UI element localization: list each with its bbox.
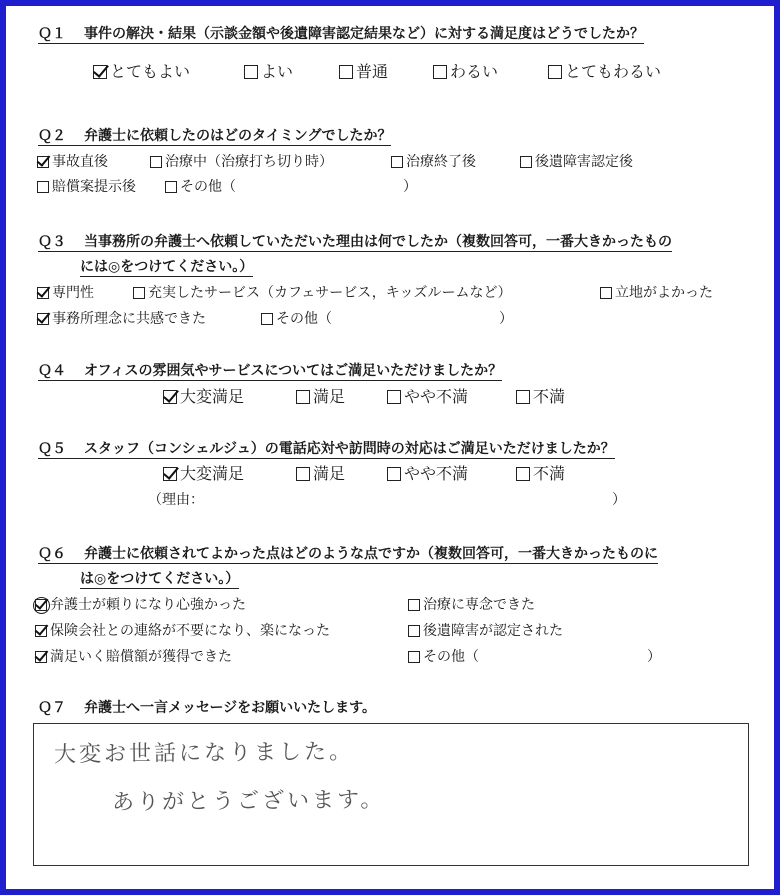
q6-other-close: ）	[647, 649, 661, 665]
handwritten-message-line2: ありがとうございます。	[111, 787, 386, 816]
q2-option-3[interactable]	[520, 153, 633, 171]
q3-option-3[interactable]	[37, 310, 206, 328]
checkbox[interactable]	[520, 156, 532, 168]
q2-option-0-label: 事故直後	[52, 154, 108, 170]
q2-option-1-label: 治療中（治療打ち切り時）	[165, 154, 333, 170]
q1-option-3-label: わるい	[450, 62, 499, 81]
q1-number: Ｑ１	[38, 26, 66, 42]
q7-text: 弁護士へ一言メッセージをお願いいたします。	[84, 700, 377, 716]
q6-text: 弁護士に依頼されてよかった点はどのような点ですか（複数回答可，一番大きかったものに	[84, 546, 658, 562]
q5-option-2[interactable]	[387, 465, 468, 483]
q6-text2: は◎をつけてください。）	[80, 571, 240, 587]
q1-option-4[interactable]	[548, 63, 661, 81]
q5-number: Ｑ５	[38, 441, 66, 457]
q5-text: スタッフ（コンシェルジュ）の電話応対や訪問時の対応はご満足いただけましたか？	[84, 441, 615, 457]
q2-option-4[interactable]	[37, 178, 136, 196]
q5-reason-close: ）	[612, 492, 626, 508]
checkbox[interactable]	[408, 625, 420, 637]
q1-option-1[interactable]	[244, 63, 293, 81]
checkbox[interactable]	[408, 599, 420, 611]
q3-option-3-label: 事務所理念に共感できた	[52, 311, 206, 327]
q6-option-3[interactable]	[408, 622, 563, 640]
q5-option-3-label: 不満	[533, 464, 566, 483]
q3-option-1-label: 充実したサービス（カフェサービス，キッズルームなど）	[148, 285, 512, 301]
q6-option-0-label: 弁護士が頼りになり心強かった	[50, 597, 246, 613]
checkbox[interactable]	[296, 467, 310, 481]
message-box[interactable]	[33, 723, 749, 866]
q6-option-5-label: その他（	[423, 649, 479, 665]
q7-number: Ｑ７	[38, 700, 66, 716]
q4-option-1[interactable]	[296, 388, 345, 406]
q3-option-4[interactable]	[261, 310, 332, 328]
checkbox-checked[interactable]	[35, 625, 47, 637]
q3-question-line2	[80, 258, 253, 276]
q6-number: Ｑ６	[38, 546, 66, 562]
checkbox-checked[interactable]	[163, 390, 177, 404]
q1-option-2[interactable]	[339, 63, 388, 81]
q6-option-1-label: 治療に専念できた	[423, 597, 535, 613]
q4-option-2-label: やや不満	[404, 387, 469, 406]
q6-option-2[interactable]	[35, 622, 330, 640]
q1-option-4-label: とてもわるい	[565, 62, 662, 81]
q4-option-3-label: 不満	[533, 387, 566, 406]
checkbox[interactable]	[244, 65, 258, 79]
q4-option-2[interactable]	[387, 388, 468, 406]
checkbox[interactable]	[339, 65, 353, 79]
q6-option-2-label: 保険会社との連絡が不要になり、楽になった	[50, 623, 330, 639]
checkbox[interactable]	[296, 390, 310, 404]
q4-text: オフィスの雰囲気やサービスについてはご満足いただけましたか？	[84, 363, 503, 379]
q6-question-line2	[80, 570, 239, 588]
checkbox-checked[interactable]	[37, 313, 49, 325]
q2-question	[38, 127, 391, 145]
q2-text: 弁護士に依頼したのはどのタイミングでしたか？	[84, 128, 392, 144]
q3-text: 当事務所の弁護士へ依頼していただいた理由は何でしたか（複数回答可，一番大きかったもの	[84, 234, 672, 250]
q1-option-2-label: 普通	[356, 62, 389, 81]
checkbox-checked[interactable]	[37, 287, 49, 299]
checkbox[interactable]	[391, 156, 403, 168]
q6-option-5[interactable]	[408, 648, 479, 666]
q3-other-close: ）	[499, 311, 513, 327]
q2-option-5[interactable]	[165, 178, 236, 196]
checkbox[interactable]	[387, 390, 401, 404]
q1-question	[38, 25, 644, 43]
checkbox[interactable]	[600, 287, 612, 299]
q6-option-0[interactable]	[35, 596, 246, 614]
q1-option-1-label: よい	[261, 62, 294, 81]
checkbox[interactable]	[387, 467, 401, 481]
q2-number: Ｑ２	[38, 128, 66, 144]
q4-option-0-label: 大変満足	[180, 387, 245, 406]
q3-option-2-label: 立地がよかった	[615, 285, 713, 301]
q5-option-1[interactable]	[296, 465, 345, 483]
q3-question	[38, 233, 672, 251]
checkbox[interactable]	[408, 651, 420, 663]
q2-option-4-label: 賠償案提示後	[52, 179, 136, 195]
q5-question	[38, 440, 615, 458]
checkbox-checked[interactable]	[35, 599, 47, 611]
q2-other-close: ）	[403, 179, 417, 195]
checkbox[interactable]	[516, 467, 530, 481]
q4-option-1-label: 満足	[313, 387, 346, 406]
q5-option-3[interactable]	[516, 465, 565, 483]
q7-question	[38, 699, 376, 717]
q1-option-0[interactable]	[93, 63, 190, 81]
checkbox[interactable]	[548, 65, 562, 79]
q6-question	[38, 545, 658, 563]
q5-option-0[interactable]	[163, 465, 244, 483]
checkbox-checked[interactable]	[93, 65, 107, 79]
q4-question	[38, 362, 502, 380]
q3-text2: には◎をつけてください。）	[80, 259, 254, 275]
checkbox[interactable]	[37, 181, 49, 193]
checkbox-checked[interactable]	[35, 651, 47, 663]
q1-text: 事件の解決・結果（示談金額や後遺障害認定結果など）に対する満足度はどうでしたか？	[84, 26, 644, 42]
q3-option-1[interactable]	[133, 284, 511, 302]
checkbox[interactable]	[433, 65, 447, 79]
q5-option-1-label: 満足	[313, 464, 346, 483]
double-circle-mark	[33, 597, 50, 614]
q5-option-0-label: 大変満足	[180, 464, 245, 483]
q4-number: Ｑ４	[38, 363, 66, 379]
q1-option-3[interactable]	[433, 63, 498, 81]
q2-option-2-label: 治療終了後	[406, 154, 476, 170]
q3-option-0[interactable]	[37, 284, 94, 302]
q2-option-1[interactable]	[150, 153, 333, 171]
q6-option-4[interactable]	[35, 648, 232, 666]
q3-number: Ｑ３	[38, 234, 66, 250]
handwritten-message-line1: 大変お世話になりました。	[53, 739, 355, 768]
checkbox-checked[interactable]	[163, 467, 177, 481]
q6-option-3-label: 後遺障害が認定された	[423, 623, 563, 639]
checkbox[interactable]	[516, 390, 530, 404]
checkbox[interactable]	[150, 156, 162, 168]
q4-option-3[interactable]	[516, 388, 565, 406]
q6-option-4-label: 満足いく賠償額が獲得できた	[50, 649, 232, 665]
q5-option-2-label: やや不満	[404, 464, 469, 483]
q2-option-3-label: 後遺障害認定後	[535, 154, 633, 170]
checkbox-checked[interactable]	[37, 156, 49, 168]
q3-option-2[interactable]	[600, 284, 713, 302]
q3-option-0-label: 専門性	[52, 285, 94, 301]
q5-reason-label: （理由：	[148, 492, 204, 508]
q2-option-2[interactable]	[391, 153, 476, 171]
q3-option-4-label: その他（	[276, 311, 332, 327]
checkbox[interactable]	[133, 287, 145, 299]
q1-option-0-label: とてもよい	[110, 62, 191, 81]
checkbox[interactable]	[261, 313, 273, 325]
q6-option-1[interactable]	[408, 596, 535, 614]
checkbox[interactable]	[165, 181, 177, 193]
q2-option-0[interactable]	[37, 153, 108, 171]
q2-option-5-label: その他（	[180, 179, 236, 195]
q4-option-0[interactable]	[163, 388, 244, 406]
